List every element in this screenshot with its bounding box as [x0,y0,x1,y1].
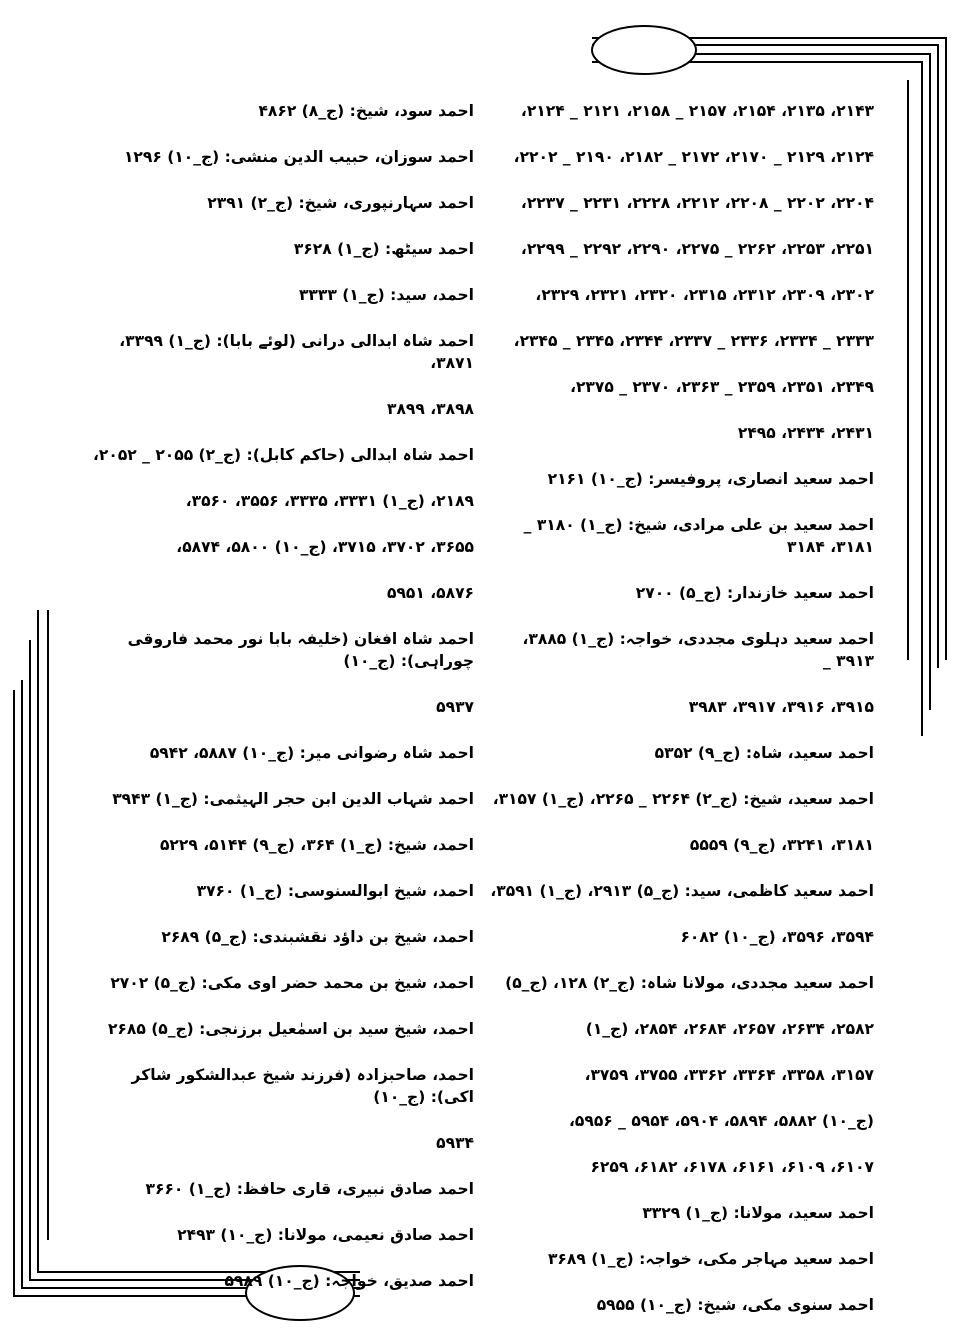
index-line [86,834,474,856]
index-line [86,1132,474,1154]
index-line-text: احمد، صاحبزادہ (فرزند شیخ عبدالشکور شاکر اکی): (ج_۱۰) [131,1066,474,1106]
index-line [490,834,874,856]
index-line [86,238,474,260]
index-line-text: احمد شاہ ابدالی (حاکم کابل): (ج_۲) ۲۰۵۵ _ ۲۰۵۲، [93,446,474,464]
index-line [490,192,874,214]
index-line-text: ۵۹۳۷ [436,698,474,716]
index-line [490,880,874,902]
index-line [490,696,874,718]
index-line-text: احمد، شیخ سید بن اسمٰعیل برزنجی: (ج_۵) ۲۶۸۵ [107,1020,474,1038]
index-line [490,422,874,444]
index-line-text: ۲۱۴۳، ۲۱۳۵، ۲۱۵۴، ۲۱۵۷ _ ۲۱۵۸، ۲۱۲۱ _ ۲۱۲۴، [520,102,874,120]
index-line [490,742,874,764]
index-line [86,972,474,994]
index-line [86,1018,474,1040]
index-line-text: احمد سعید، شاہ: (ج_۹) ۵۳۵۲ [654,744,874,762]
index-line [86,788,474,810]
index-line [86,1270,474,1292]
index-line [490,926,874,948]
index-line-text: احمد سعید خازندار: (ج_۵) ۲۷۰۰ [635,584,874,602]
index-line-text: احمد سعید مجددی، مولانا شاہ: (ج_۲) ۱۲۸، (ج_۵) [505,974,874,992]
top-scroll-oval [592,26,696,74]
index-line [490,330,874,352]
index-line [490,1110,874,1132]
index-line-text: ۲۵۸۲، ۲۶۳۴، ۲۶۵۷، ۲۶۸۴، ۲۸۵۴، (ج_۱) [585,1020,874,1038]
index-column-left [86,100,474,1316]
index-line [490,628,874,672]
index-line-text: احمد سعید بن علی مرادی، شیخ: (ج_۱) ۳۱۸۰ _ ۳۱۸۱، ۳۱۸۴ [523,516,874,556]
index-line-text: احمد، سید: (ج_۱) ۳۳۳۳ [298,286,474,304]
index-line [490,1156,874,1178]
index-line-text: احمد شاہ ابدالی درانی (لوئے بابا): (ج_۱) ۳۳۹۹، ۳۸۷۱، [119,332,474,372]
index-line [490,100,874,122]
index-line-text: احمد سنوی مکی، شیخ: (ج_۱۰) ۵۹۵۵ [596,1296,874,1314]
index-line [86,536,474,558]
index-line-text: احمد، شیخ بن داؤد نقشبندی: (ج_۵) ۲۶۸۹ [161,928,474,946]
index-line [490,146,874,168]
index-line [86,100,474,122]
index-line [86,1224,474,1246]
index-line [490,972,874,994]
index-line [86,628,474,672]
index-line-text: ۲۳۳۳ _ ۲۳۳۴، ۲۳۳۶ _ ۲۳۳۷، ۲۳۴۴، ۲۳۴۵ _ ۲۳۴۵، [513,332,874,350]
index-line-text: احمد سعید کاظمی، سید: (ج_۵) ۲۹۱۳، (ج_۱) ۳۵۹۱، [490,882,874,900]
index-line [86,880,474,902]
index-line-text: (ج_۱۰) ۵۸۸۲، ۵۸۹۴، ۵۹۰۴، ۵۹۵۴ _ ۵۹۵۶، [569,1112,874,1130]
index-line-text: ۳۶۵۵، ۳۷۰۲، ۳۷۱۵، (ج_۱۰) ۵۸۰۰، ۵۸۷۴، [176,538,474,556]
index-line-text: احمد سہارنپوری، شیخ: (ج_۲) ۲۳۹۱ [207,194,474,212]
index-line [86,398,474,420]
index-line [86,926,474,948]
index-line-text: ۳۱۵۷، ۳۳۵۸، ۳۳۶۴، ۳۳۶۲، ۳۷۵۵، ۳۷۵۹، [584,1066,874,1084]
index-line-text: احمد صدیق، خواجہ: (ج_۱۰) ۵۹۸۹ [224,1272,474,1290]
index-line-text: ۲۱۲۴، ۲۱۲۹ _ ۲۱۷۰، ۲۱۷۲ _ ۲۱۸۲، ۲۱۹۰ _ ۲۲۰۲، [513,148,874,166]
index-line [490,1064,874,1086]
index-line [86,1178,474,1200]
index-line-text: احمد شاہ رضوانی میر: (ج_۱۰) ۵۸۸۷، ۵۹۴۲ [149,744,474,762]
index-line-text: ۲۳۴۹، ۲۳۵۱، ۲۳۵۹ _ ۲۳۶۳، ۲۳۷۰ _ ۲۳۷۵، [570,378,874,396]
index-line [86,146,474,168]
index-line-text: احمد سعید، مولانا: (ج_۱) ۳۳۲۹ [642,1204,874,1222]
index-line [490,1248,874,1270]
index-line-text: احمد سعید مہاجر مکی، خواجہ: (ج_۱) ۳۶۸۹ [547,1250,874,1268]
index-line-text: احمد شہاب الدین ابن حجر الہیثمی: (ج_۱) ۳۹۴۳ [112,790,474,808]
index-line [86,444,474,466]
index-line-text: احمد، شیخ بن محمد حضر اوی مکی: (ج_۵) ۲۷۰۲ [110,974,474,992]
index-line-text: احمد شاہ افغان (خلیفہ بابا نور محمد فاروقی چوراہی): (ج_۱۰) [127,630,474,670]
index-line [490,788,874,810]
index-line [86,284,474,306]
index-line-text: احمد سعید انصاری، پروفیسر: (ج_۱۰) ۲۱۶۱ [547,470,874,488]
index-line [490,514,874,558]
index-line-text: ۶۱۰۷، ۶۱۰۹، ۶۱۶۱، ۶۱۷۸، ۶۱۸۲، ۶۲۵۹ [590,1158,874,1176]
index-line [86,330,474,374]
index-line-text: احمد سیٹھ: (ج_۱) ۳۶۲۸ [293,240,474,258]
index-line-text: ۳۵۹۴، ۳۵۹۶، (ج_۱۰) ۶۰۸۲ [680,928,874,946]
index-line [490,468,874,490]
index-line-text: ۲۲۰۴، ۲۲۰۲ _ ۲۲۰۸، ۲۲۱۲، ۲۲۲۸، ۲۲۳۱ _ ۲۲۳۷، [520,194,874,212]
index-line [490,238,874,260]
index-line-text: ۵۸۷۶، ۵۹۵۱ [387,584,474,602]
index-column-right [490,100,874,1340]
index-line-text: احمد سود، شیخ: (ج_۸) ۴۸۶۲ [258,102,474,120]
index-line-text: احمد سعید دہلوی مجددی، خواجہ: (ج_۱) ۳۸۸۵، ۳۹۱۳ _ [522,630,874,670]
index-line-text: ۲۳۰۲، ۲۳۰۹، ۲۳۱۲، ۲۳۱۵، ۲۳۲۰، ۲۳۲۱، ۲۳۲۹، [535,286,874,304]
index-line [490,1294,874,1316]
index-line-text: ۳۸۹۸، ۳۸۹۹ [387,400,474,418]
index-line-text: احمد سوزان، حبیب الدین منشی: (ج_۱۰) ۱۲۹۶ [123,148,474,166]
index-line [86,742,474,764]
index-line [86,1064,474,1108]
index-line-text: احمد صادق نبیری، قاری حافظ: (ج_۱) ۳۶۶۰ [145,1180,474,1198]
index-line-text: احمد صادق نعیمی، مولانا: (ج_۱۰) ۲۴۹۳ [177,1226,474,1244]
index-line [490,1018,874,1040]
index-line [490,284,874,306]
index-line [86,582,474,604]
index-line-text: ۵۹۳۴ [436,1134,474,1152]
index-line-text: ۳۱۸۱، ۳۲۴۱، (ج_۹) ۵۵۵۹ [689,836,874,854]
index-line [86,490,474,512]
index-line [490,376,874,398]
index-line-text: ۳۹۱۵، ۳۹۱۶، ۳۹۱۷، ۳۹۸۳ [688,698,874,716]
index-line [86,696,474,718]
index-line-text: ۲۲۵۱، ۲۲۵۳، ۲۲۶۲ _ ۲۲۷۵، ۲۲۹۰، ۲۲۹۲ _ ۲۲۹۹، [520,240,874,258]
index-line [490,1202,874,1224]
index-line-text: احمد، شیخ ابوالسنوسی: (ج_۱) ۳۷۶۰ [196,882,474,900]
index-line-text: احمد، شیخ: (ج_۱) ۳۶۴، (ج_۹) ۵۱۴۴، ۵۲۲۹ [159,836,474,854]
index-line [490,582,874,604]
index-line-text: ۲۱۸۹، (ج_۱) ۳۳۳۱، ۳۳۳۵، ۳۵۵۶، ۳۵۶۰، [185,492,474,510]
index-line [86,192,474,214]
index-line-text: احمد سعید، شیخ: (ج_۲) ۲۲۶۴ _ ۲۲۶۵، (ج_۱) ۳۱۵۷، [492,790,874,808]
index-line-text: ۲۴۳۱، ۲۴۳۴، ۲۴۹۵ [737,424,874,442]
